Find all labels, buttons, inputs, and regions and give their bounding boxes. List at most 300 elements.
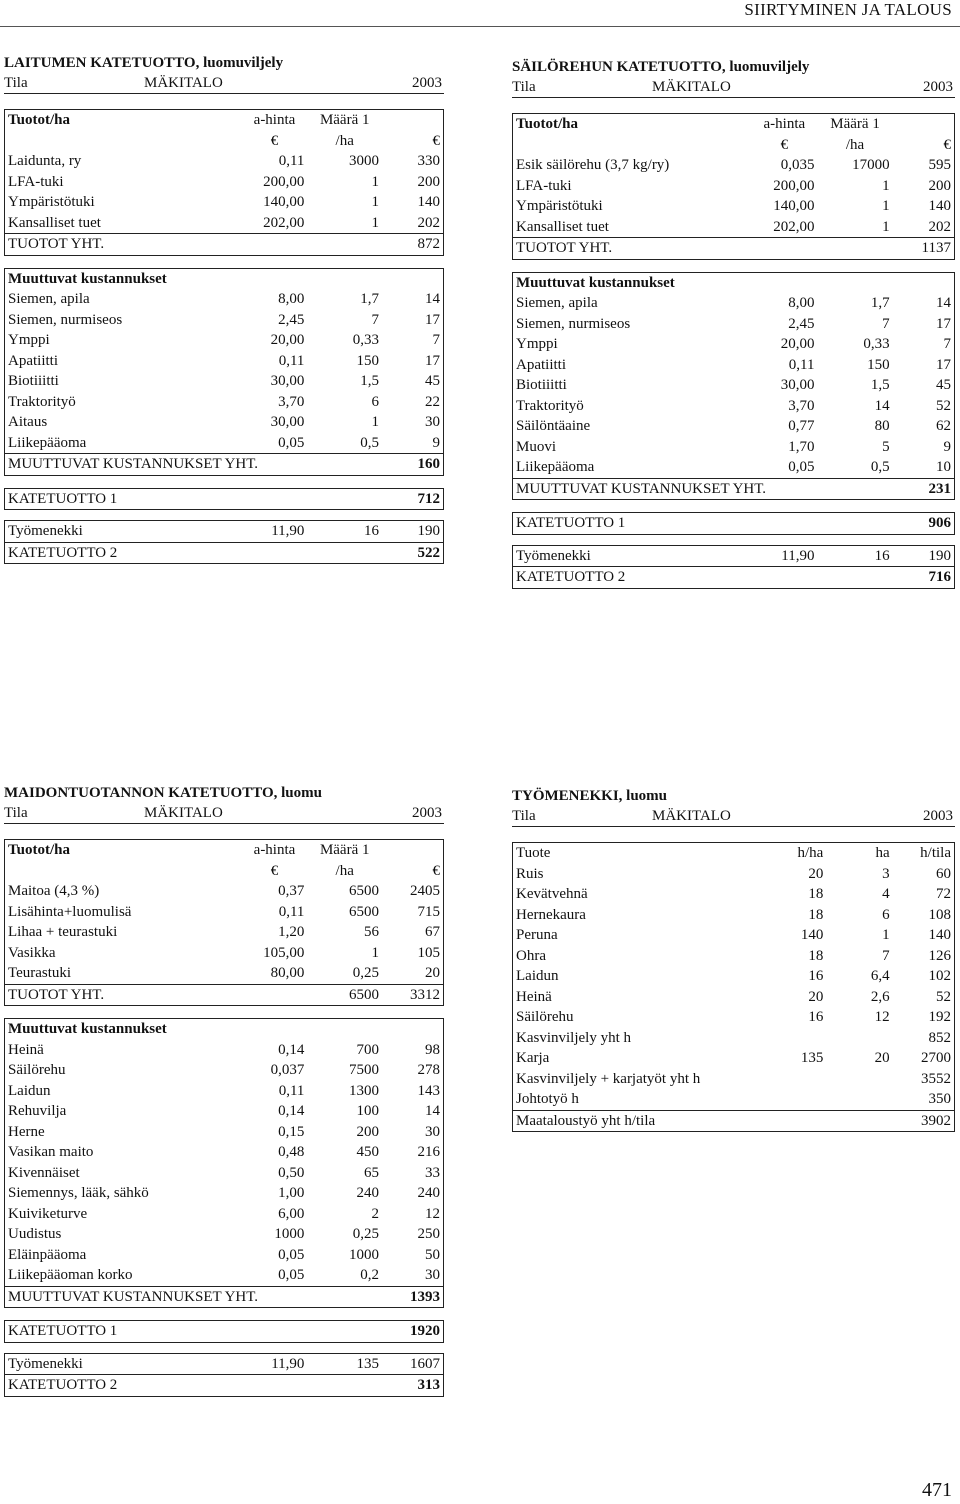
table-cell: 906	[928, 515, 951, 532]
table-cell: /ha	[335, 132, 354, 149]
table-cell: 1393	[382, 1286, 443, 1308]
katetuotto-1-row	[513, 513, 955, 535]
table-cell: 3,70	[278, 393, 305, 410]
table-cell: 190	[928, 547, 951, 564]
table-cell: €	[270, 132, 279, 149]
table-cell: Tuotot/ha	[516, 116, 578, 133]
table-cell: Esik säilörehu (3,7 kg/ry)	[516, 157, 670, 174]
katetuotto-2-table	[4, 1353, 444, 1397]
table-cell: €	[943, 136, 951, 153]
table-cell: 200,00	[263, 173, 305, 190]
table-row	[5, 1101, 444, 1122]
table-cell	[5, 131, 242, 152]
table-cell: Liikepääoma	[516, 459, 595, 476]
table-cell: 140	[800, 927, 824, 944]
table-cell: Kasvinviljely + karjatyöt yht h	[516, 1070, 701, 1087]
table-cell: 216	[417, 1144, 440, 1161]
table-cell: Kasvinviljely yht h	[516, 1029, 631, 1046]
table-cell	[751, 238, 817, 260]
table-cell	[382, 840, 443, 861]
table-row	[5, 172, 444, 193]
units-row	[513, 135, 955, 156]
table-cell: 872	[382, 234, 443, 256]
table-cell: 0,77	[788, 418, 815, 435]
table-cell: TUOTOT YHT.	[513, 238, 752, 260]
table-cell: 192	[928, 1009, 951, 1026]
table-row	[513, 905, 955, 926]
table-cell: 80	[874, 418, 890, 435]
table-row	[5, 1122, 444, 1143]
table-cell: 2,6	[870, 988, 890, 1005]
table-cell: 140	[928, 198, 951, 215]
table-row	[5, 412, 444, 433]
table-cell: /ha	[335, 862, 354, 879]
block-title: TYÖMENEKKI, luomu	[512, 788, 668, 804]
table-cell: 0,14	[278, 1103, 305, 1120]
table-row	[513, 334, 955, 355]
table-cell: Liikepääoman korko	[8, 1267, 133, 1284]
page-number: 471	[922, 1479, 952, 1501]
table-cell: €	[432, 132, 440, 149]
table-cell: Peruna	[516, 927, 558, 944]
costs-total-row	[513, 478, 955, 500]
table-cell: 65	[364, 1164, 380, 1181]
table-cell: 3312	[382, 984, 443, 1006]
table-row	[513, 155, 955, 176]
table-cell: 0,11	[278, 903, 305, 920]
table-row	[5, 1142, 444, 1163]
table-cell: Siemen, nurmiseos	[516, 315, 631, 332]
table-row	[513, 217, 955, 238]
table-row	[5, 902, 444, 923]
farm-name: MÄKITALO	[144, 75, 223, 91]
table-cell: 62	[936, 418, 951, 435]
table-cell: 9	[432, 434, 440, 451]
block-title: SÄILÖREHUN KATETUOTTO, luomuviljely	[512, 59, 810, 75]
table-cell: Johtotyö h	[516, 1091, 579, 1108]
costs-table	[4, 1018, 444, 1308]
table-cell: Muuttuvat kustannukset	[8, 1021, 167, 1038]
table-cell: Kansalliset tuet	[8, 214, 101, 231]
table-cell: 0,11	[278, 352, 305, 369]
table-cell	[893, 114, 955, 135]
table-cell: 240	[356, 1185, 380, 1202]
table-cell: Ympäristötuki	[8, 194, 95, 211]
table-row	[5, 371, 444, 392]
table-cell: Työmenekki	[516, 547, 591, 564]
table-cell: 17	[936, 315, 951, 332]
table-cell: Ympäristötuki	[516, 198, 603, 215]
table-cell: 250	[417, 1226, 440, 1243]
table-cell: Ruis	[516, 865, 544, 882]
table-cell: 14	[936, 295, 951, 312]
table-cell: 0,14	[278, 1041, 305, 1058]
table-cell: 140,00	[263, 194, 305, 211]
table-row	[513, 884, 955, 905]
table-cell: 1	[882, 198, 890, 215]
table-cell: 0,037	[270, 1062, 305, 1079]
table-cell: 45	[936, 377, 951, 394]
table-cell: 595	[928, 157, 951, 174]
table-cell: 7500	[349, 1062, 380, 1079]
table-cell: KATETUOTTO 2	[5, 542, 383, 564]
table-cell: 240	[417, 1185, 440, 1202]
table-cell: 143	[417, 1082, 440, 1099]
table-cell: Rehuvilja	[8, 1103, 67, 1120]
table-cell: 140	[417, 194, 440, 211]
table-cell: 313	[382, 1375, 443, 1397]
table-row	[5, 310, 444, 331]
table-cell: Siemennys, lääk, sähkö	[8, 1185, 149, 1202]
table-cell: Ymppi	[8, 332, 50, 349]
table-cell: Laidun	[8, 1082, 51, 1099]
income-total-row	[513, 238, 955, 260]
table-cell: 9	[943, 438, 951, 455]
labour-row	[5, 521, 444, 543]
costs-header-row	[5, 1019, 444, 1040]
table-row	[5, 1265, 444, 1286]
table-cell: 202	[928, 218, 951, 235]
table-cell: 6,4	[870, 968, 890, 985]
table-cell: 278	[417, 1062, 440, 1079]
table-cell: 6	[882, 906, 890, 923]
year: 2003	[412, 75, 442, 91]
table-row	[513, 196, 955, 217]
table-cell: 3552	[921, 1070, 951, 1087]
table-cell: 1	[371, 944, 380, 961]
table-cell: 20	[874, 1050, 890, 1067]
table-cell: 7	[882, 315, 890, 332]
katetuotto-2-row	[513, 567, 955, 589]
table-row	[513, 293, 955, 314]
table-cell: 7	[371, 311, 380, 328]
labour-row	[513, 545, 955, 567]
labour-table	[512, 842, 955, 1132]
table-cell: Maitoa (4,3 %)	[8, 883, 100, 900]
table-cell	[826, 1069, 892, 1090]
table-cell: 1607	[410, 1355, 440, 1372]
table-row	[5, 1204, 444, 1225]
katetuotto-2-row	[5, 1375, 444, 1397]
table-row	[5, 922, 444, 943]
table-cell: 150	[356, 352, 380, 369]
table-cell: Säilöntäaine	[516, 418, 591, 435]
income-table	[4, 839, 444, 1006]
table-row	[5, 213, 444, 234]
table-cell: 20	[808, 988, 824, 1005]
table-cell	[760, 1089, 826, 1110]
table-cell: 1	[371, 214, 380, 231]
table-cell: 17	[936, 356, 951, 373]
table-cell: 33	[425, 1164, 440, 1181]
table-cell: 450	[356, 1144, 380, 1161]
table-cell	[760, 1069, 826, 1090]
table-cell: Määrä 1	[319, 112, 370, 129]
table-cell: Määrä 1	[830, 116, 880, 133]
table-cell: 6,00	[278, 1205, 305, 1222]
table-cell: 7	[943, 336, 951, 353]
table-cell: Kansalliset tuet	[516, 218, 609, 235]
table-cell: Tuotot/ha	[8, 112, 70, 129]
table-cell: Työmenekki	[8, 1355, 83, 1372]
costs-table	[4, 268, 444, 476]
table-cell: 0,05	[278, 1267, 305, 1284]
income-header-row	[513, 114, 955, 135]
costs-table	[512, 272, 955, 501]
table-cell	[826, 1028, 892, 1049]
sailorehun-katetuotto-block	[512, 58, 955, 589]
table-cell: 0,11	[788, 356, 815, 373]
table-cell: LFA-tuki	[516, 177, 572, 194]
table-cell: 715	[417, 903, 440, 920]
table-cell: 100	[356, 1103, 380, 1120]
year: 2003	[412, 805, 442, 821]
table-cell: 105,00	[263, 944, 305, 961]
table-row	[513, 437, 955, 458]
table-row	[5, 943, 444, 964]
table-cell: ha	[875, 845, 890, 862]
table-cell: Liikepääoma	[8, 434, 87, 451]
table-cell: Säilörehu	[516, 1009, 574, 1026]
table-cell: Laidunta, ry	[8, 153, 82, 170]
table-cell: KATETUOTTO 1	[8, 490, 118, 507]
table-cell: 22	[425, 393, 440, 410]
table-cell: 0,11	[278, 153, 305, 170]
year: 2003	[923, 808, 953, 824]
costs-total-row	[5, 454, 444, 476]
table-cell: Heinä	[8, 1041, 44, 1058]
table-cell: Kivennäiset	[8, 1164, 80, 1181]
table-cell: KATETUOTTO 1	[8, 1323, 118, 1340]
table-cell: KATETUOTTO 2	[513, 567, 893, 589]
page-header	[0, 0, 960, 27]
table-cell: 1	[882, 218, 890, 235]
table-cell: Säilörehu	[8, 1062, 66, 1079]
table-cell: 16	[364, 523, 380, 540]
table-row	[513, 396, 955, 417]
tila-line	[512, 806, 955, 827]
table-cell: 1,70	[788, 438, 815, 455]
table-cell: 0,33	[863, 336, 890, 353]
maidontuotannon-katetuotto-block	[4, 784, 444, 1397]
tila-line	[512, 77, 955, 98]
table-cell: 11,90	[271, 1355, 305, 1372]
katetuotto-2-table	[4, 520, 444, 564]
table-row	[513, 1028, 955, 1049]
table-row	[513, 375, 955, 396]
table-cell: 11,90	[271, 523, 305, 540]
table-cell: Määrä 1	[319, 842, 370, 859]
table-cell: 18	[808, 906, 824, 923]
table-cell: 0,33	[352, 332, 380, 349]
table-row	[513, 457, 955, 478]
table-cell: 0,5	[360, 434, 380, 451]
table-cell: 202	[417, 214, 440, 231]
table-cell: 1000	[274, 1226, 305, 1243]
table-cell: Heinä	[516, 988, 552, 1005]
table-cell: 30	[425, 1267, 440, 1284]
table-cell: 50	[425, 1246, 440, 1263]
block-title: MAIDONTUOTANNON KATETUOTTO, luomu	[4, 785, 322, 801]
table-cell: Eläinpääoma	[8, 1246, 87, 1263]
table-cell: 2,45	[788, 315, 815, 332]
income-total-row	[5, 234, 444, 256]
table-cell: 105	[417, 944, 440, 961]
table-row	[513, 987, 955, 1008]
costs-header-row	[513, 272, 955, 293]
labour-header-row	[513, 843, 955, 864]
labour-total-row	[513, 1110, 955, 1132]
table-cell: 52	[936, 397, 951, 414]
table-cell: a-hinta	[253, 112, 296, 129]
katetuotto-2-row	[5, 542, 444, 564]
table-cell: 98	[425, 1041, 440, 1058]
table-cell: Laidun	[516, 968, 559, 985]
table-cell: 11,90	[781, 547, 815, 564]
table-cell: 150	[867, 356, 890, 373]
table-cell: 16	[808, 968, 824, 985]
table-cell: 231	[893, 478, 955, 500]
table-cell: 30,00	[780, 377, 815, 394]
table-cell: Traktorityö	[516, 397, 584, 414]
table-cell: /ha	[845, 136, 865, 153]
table-cell: 30	[425, 1123, 440, 1140]
table-cell: 8,00	[278, 291, 305, 308]
table-cell	[307, 234, 382, 256]
table-cell: 190	[417, 523, 440, 540]
farm-name: MÄKITALO	[652, 808, 731, 824]
table-cell: 202,00	[263, 214, 305, 231]
table-cell: 140	[928, 927, 951, 944]
tila-label: Tila	[512, 808, 536, 824]
table-cell: 1	[371, 173, 380, 190]
table-cell: 1	[882, 927, 890, 944]
table-cell: 140,00	[773, 198, 815, 215]
table-cell: 1,5	[870, 377, 890, 394]
table-cell: h/tila	[920, 845, 951, 862]
table-row	[513, 176, 955, 197]
table-cell: 2	[371, 1205, 380, 1222]
table-cell: MUUTTUVAT KUSTANNUKSET YHT.	[5, 454, 383, 476]
table-cell: 5	[882, 438, 890, 455]
table-cell: Ymppi	[516, 336, 558, 353]
table-cell: 2700	[921, 1050, 951, 1067]
table-cell: 700	[356, 1041, 380, 1058]
table-cell: 0,2	[360, 1267, 380, 1284]
block-title: LAITUMEN KATETUOTTO, luomuviljely	[4, 55, 284, 71]
laitumen-katetuotto-block	[4, 54, 444, 564]
table-cell	[5, 861, 242, 882]
farm-name: MÄKITALO	[144, 805, 223, 821]
table-cell	[826, 1110, 892, 1132]
income-table	[512, 113, 955, 260]
units-row	[5, 131, 444, 152]
table-cell	[382, 110, 443, 131]
table-row	[5, 1081, 444, 1102]
table-cell: 16	[808, 1009, 824, 1026]
table-cell: 10	[936, 459, 951, 476]
table-cell: 56	[364, 924, 380, 941]
table-cell: Tuotot/ha	[8, 842, 70, 859]
table-cell: 2405	[410, 883, 440, 900]
table-cell: 0,50	[278, 1164, 305, 1181]
table-cell: 6	[371, 393, 380, 410]
katetuotto-1-row	[5, 488, 444, 510]
table-cell: 102	[928, 968, 951, 985]
table-row	[5, 392, 444, 413]
section-title: SIIRTYMINEN JA TALOUS	[744, 0, 952, 19]
table-cell: 522	[382, 542, 443, 564]
table-row	[5, 192, 444, 213]
table-cell: 0,035	[780, 157, 815, 174]
table-cell: Hernekaura	[516, 906, 586, 923]
table-cell: Maataloustyö yht h/tila	[513, 1110, 761, 1132]
table-cell: 135	[800, 1050, 824, 1067]
table-cell: 330	[417, 153, 440, 170]
table-row	[5, 330, 444, 351]
table-cell	[760, 1110, 826, 1132]
tila-label: Tila	[4, 805, 28, 821]
table-cell: Lisähinta+luomulisä	[8, 903, 132, 920]
table-cell: TUOTOT YHT.	[5, 984, 242, 1006]
table-row	[5, 963, 444, 984]
table-cell: 0,05	[278, 434, 305, 451]
table-cell: 1,7	[360, 291, 380, 308]
table-cell: 18	[808, 886, 824, 903]
table-cell: Traktorityö	[8, 393, 76, 410]
table-cell: 1300	[349, 1082, 380, 1099]
table-cell: 18	[808, 947, 824, 964]
table-cell: 14	[874, 397, 890, 414]
table-row	[513, 314, 955, 335]
units-row	[5, 861, 444, 882]
table-cell: 852	[928, 1029, 951, 1046]
table-cell: Biotiiitti	[8, 373, 59, 390]
katetuotto-1-table	[4, 488, 444, 511]
income-header-row	[5, 110, 444, 131]
table-row	[5, 881, 444, 902]
table-cell: 200,00	[773, 177, 815, 194]
table-row	[5, 1060, 444, 1081]
table-cell: LFA-tuki	[8, 173, 64, 190]
table-cell: 6500	[349, 883, 380, 900]
table-cell: 202,00	[773, 218, 815, 235]
table-row	[513, 966, 955, 987]
table-cell: 200	[417, 173, 440, 190]
table-cell: 1,5	[360, 373, 380, 390]
table-cell: 72	[936, 886, 951, 903]
table-cell: 3902	[893, 1110, 955, 1132]
table-cell: 1,00	[278, 1185, 305, 1202]
table-cell: 12	[425, 1205, 440, 1222]
table-cell: Teurastuki	[8, 965, 72, 982]
table-cell	[513, 135, 752, 156]
table-cell: Työmenekki	[8, 523, 83, 540]
table-cell: 3	[882, 865, 890, 882]
table-cell: Kevätvehnä	[516, 886, 588, 903]
table-cell: 126	[928, 947, 951, 964]
tila-label: Tila	[512, 79, 536, 95]
table-cell: 17	[425, 311, 440, 328]
table-cell: 20	[808, 865, 824, 882]
table-cell: 0,37	[278, 883, 305, 900]
katetuotto-2-table	[512, 545, 955, 589]
table-cell: 17000	[852, 157, 890, 174]
table-cell: KATETUOTTO 2	[5, 1375, 383, 1397]
table-cell: Tuote	[516, 845, 551, 862]
table-cell	[760, 1028, 826, 1049]
table-cell: 1137	[893, 238, 955, 260]
